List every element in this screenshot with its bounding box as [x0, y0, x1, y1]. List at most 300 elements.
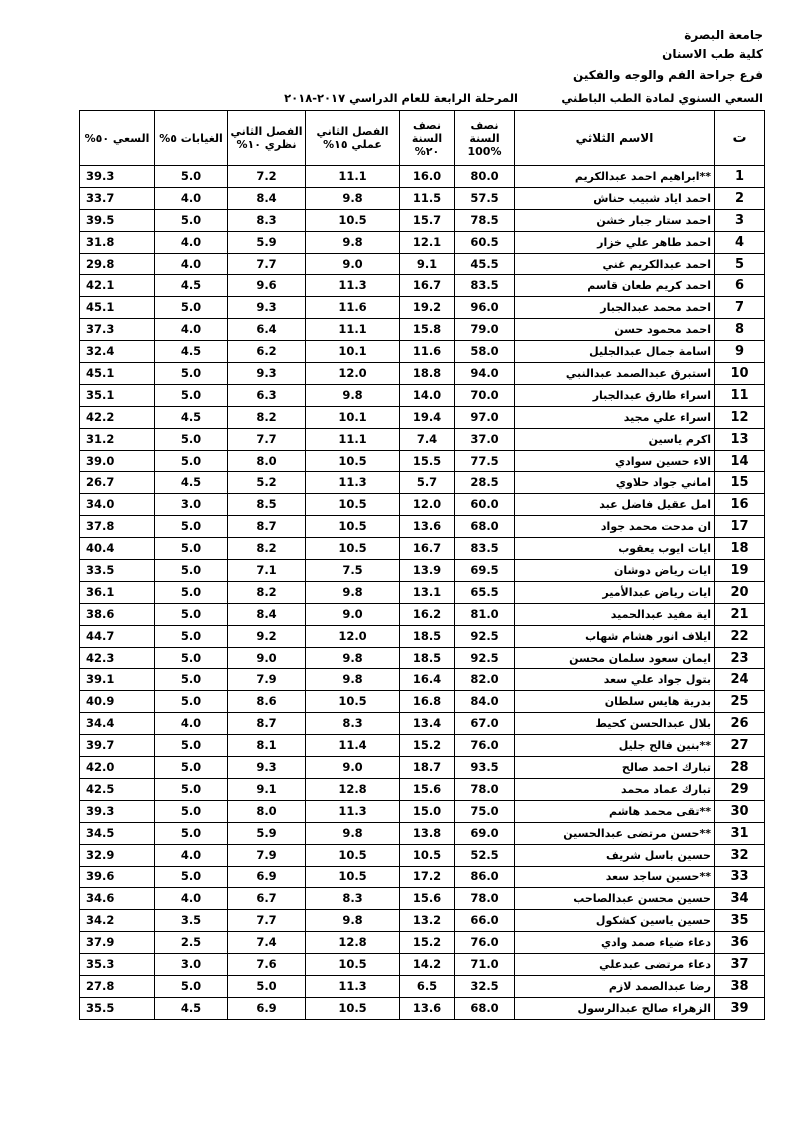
cell-absence: 4.0 — [155, 319, 228, 341]
cell-absence: 2.5 — [155, 932, 228, 954]
cell-practical: 9.0 — [306, 757, 400, 779]
cell-theory: 8.2 — [228, 406, 306, 428]
cell-mid-20: 9.1 — [400, 253, 455, 275]
table-row — [80, 800, 765, 822]
cell-theory: 8.5 — [228, 494, 306, 516]
cell-theory: 5.0 — [228, 975, 306, 997]
cell-absence: 5.0 — [155, 603, 228, 625]
col-header-practical: الفصل الثاني عملي ١٥% — [306, 111, 400, 166]
cell-mid-100: 84.0 — [455, 691, 515, 713]
table-row — [80, 516, 765, 538]
table-row — [80, 735, 765, 757]
cell-absence: 4.5 — [155, 275, 228, 297]
cell-theory: 8.0 — [228, 800, 306, 822]
cell-practical: 12.0 — [306, 625, 400, 647]
cell-total: 31.8 — [80, 231, 155, 253]
cell-name: رضا عبدالصمد لازم — [515, 975, 715, 997]
cell-total: 42.3 — [80, 647, 155, 669]
cell-total: 33.5 — [80, 560, 155, 582]
cell-mid-20: 18.5 — [400, 625, 455, 647]
cell-practical: 9.8 — [306, 669, 400, 691]
table-row — [80, 494, 765, 516]
cell-practical: 7.5 — [306, 560, 400, 582]
cell-name: احمد كريم طعان قاسم — [515, 275, 715, 297]
cell-index: 12 — [715, 406, 765, 428]
cell-name: امل عقيل فاضل عبد — [515, 494, 715, 516]
table-row — [80, 297, 765, 319]
cell-index: 4 — [715, 231, 765, 253]
cell-theory: 7.7 — [228, 910, 306, 932]
cell-practical: 9.8 — [306, 231, 400, 253]
cell-name: اكرم ياسين — [515, 428, 715, 450]
cell-theory: 9.6 — [228, 275, 306, 297]
table-row — [80, 866, 765, 888]
cell-absence: 5.0 — [155, 647, 228, 669]
table-row — [80, 954, 765, 976]
cell-practical: 11.1 — [306, 428, 400, 450]
table-row — [80, 187, 765, 209]
cell-absence: 5.0 — [155, 625, 228, 647]
cell-mid-20: 13.4 — [400, 713, 455, 735]
cell-theory: 8.4 — [228, 187, 306, 209]
cell-index: 28 — [715, 757, 765, 779]
cell-absence: 4.5 — [155, 472, 228, 494]
cell-absence: 5.0 — [155, 363, 228, 385]
cell-absence: 5.0 — [155, 669, 228, 691]
cell-name: اسراء علي مجيد — [515, 406, 715, 428]
cell-absence: 3.5 — [155, 910, 228, 932]
cell-mid-20: 16.4 — [400, 669, 455, 691]
cell-index: 34 — [715, 888, 765, 910]
cell-total: 35.5 — [80, 997, 155, 1019]
cell-mid-20: 15.6 — [400, 888, 455, 910]
cell-practical: 12.8 — [306, 778, 400, 800]
cell-mid-100: 82.0 — [455, 669, 515, 691]
table-row — [80, 275, 765, 297]
cell-theory: 9.2 — [228, 625, 306, 647]
cell-name: **بنين فالح جليل — [515, 735, 715, 757]
cell-theory: 6.9 — [228, 866, 306, 888]
table-row — [80, 341, 765, 363]
cell-mid-100: 32.5 — [455, 975, 515, 997]
table-row — [80, 932, 765, 954]
cell-index: 30 — [715, 800, 765, 822]
cell-mid-20: 15.8 — [400, 319, 455, 341]
cell-mid-20: 5.7 — [400, 472, 455, 494]
cell-total: 32.9 — [80, 844, 155, 866]
cell-practical: 12.8 — [306, 932, 400, 954]
cell-practical: 11.3 — [306, 472, 400, 494]
cell-mid-20: 16.7 — [400, 275, 455, 297]
table-row — [80, 757, 765, 779]
cell-absence: 5.0 — [155, 778, 228, 800]
cell-name: احمد ستار جبار خشن — [515, 209, 715, 231]
col-header-mid-20: نصف السنة ٢٠% — [400, 111, 455, 166]
cell-index: 39 — [715, 997, 765, 1019]
cell-index: 14 — [715, 450, 765, 472]
table-row — [80, 691, 765, 713]
cell-theory: 7.2 — [228, 166, 306, 188]
cell-practical: 9.8 — [306, 187, 400, 209]
cell-mid-100: 75.0 — [455, 800, 515, 822]
cell-mid-100: 76.0 — [455, 932, 515, 954]
cell-index: 38 — [715, 975, 765, 997]
table-row — [80, 450, 765, 472]
cell-name: استبرق عبدالصمد عبدالنبي — [515, 363, 715, 385]
cell-index: 29 — [715, 778, 765, 800]
cell-total: 33.7 — [80, 187, 155, 209]
cell-theory: 6.3 — [228, 384, 306, 406]
cell-absence: 4.5 — [155, 997, 228, 1019]
cell-absence: 3.0 — [155, 494, 228, 516]
cell-absence: 5.0 — [155, 384, 228, 406]
cell-theory: 6.2 — [228, 341, 306, 363]
cell-absence: 5.0 — [155, 581, 228, 603]
grades-table — [79, 110, 765, 1020]
cell-index: 5 — [715, 253, 765, 275]
cell-name: الاء حسين سوادي — [515, 450, 715, 472]
cell-name: ايلاف انور هشام شهاب — [515, 625, 715, 647]
cell-absence: 5.0 — [155, 822, 228, 844]
cell-index: 22 — [715, 625, 765, 647]
cell-mid-20: 11.6 — [400, 341, 455, 363]
cell-total: 34.2 — [80, 910, 155, 932]
table-row — [80, 319, 765, 341]
cell-mid-100: 77.5 — [455, 450, 515, 472]
cell-theory: 5.2 — [228, 472, 306, 494]
cell-mid-20: 16.0 — [400, 166, 455, 188]
cell-practical: 9.8 — [306, 910, 400, 932]
cell-index: 15 — [715, 472, 765, 494]
table-row — [80, 166, 765, 188]
cell-absence: 4.0 — [155, 713, 228, 735]
cell-index: 19 — [715, 560, 765, 582]
col-header-mid-100: نصف السنة 100% — [455, 111, 515, 166]
table-row — [80, 363, 765, 385]
cell-absence: 5.0 — [155, 800, 228, 822]
cell-mid-20: 12.1 — [400, 231, 455, 253]
academic-year: المرحلة الرابعة للعام الدراسي ٢٠١٧-٢٠١٨ — [284, 91, 518, 105]
cell-absence: 5.0 — [155, 209, 228, 231]
cell-absence: 4.0 — [155, 888, 228, 910]
cell-mid-100: 97.0 — [455, 406, 515, 428]
cell-theory: 8.2 — [228, 538, 306, 560]
cell-total: 39.1 — [80, 669, 155, 691]
cell-theory: 5.9 — [228, 231, 306, 253]
cell-mid-100: 78.5 — [455, 209, 515, 231]
cell-total: 40.4 — [80, 538, 155, 560]
cell-absence: 4.0 — [155, 253, 228, 275]
cell-index: 32 — [715, 844, 765, 866]
cell-mid-100: 68.0 — [455, 997, 515, 1019]
cell-mid-20: 15.2 — [400, 735, 455, 757]
cell-index: 6 — [715, 275, 765, 297]
cell-theory: 8.7 — [228, 713, 306, 735]
cell-total: 34.0 — [80, 494, 155, 516]
cell-total: 39.3 — [80, 800, 155, 822]
cell-index: 8 — [715, 319, 765, 341]
cell-mid-100: 28.5 — [455, 472, 515, 494]
cell-practical: 9.8 — [306, 581, 400, 603]
cell-mid-20: 14.0 — [400, 384, 455, 406]
cell-name: احمد طاهر علي خزار — [515, 231, 715, 253]
cell-index: 2 — [715, 187, 765, 209]
cell-absence: 5.0 — [155, 297, 228, 319]
cell-index: 24 — [715, 669, 765, 691]
cell-mid-20: 18.7 — [400, 757, 455, 779]
cell-name: تبارك عماد محمد — [515, 778, 715, 800]
cell-mid-100: 93.5 — [455, 757, 515, 779]
cell-total: 36.1 — [80, 581, 155, 603]
cell-mid-20: 15.5 — [400, 450, 455, 472]
cell-practical: 10.5 — [306, 494, 400, 516]
cell-name: **ابراهيم احمد عبدالكريم — [515, 166, 715, 188]
cell-practical: 10.5 — [306, 866, 400, 888]
cell-index: 36 — [715, 932, 765, 954]
cell-practical: 11.3 — [306, 275, 400, 297]
cell-practical: 10.5 — [306, 538, 400, 560]
cell-mid-100: 76.0 — [455, 735, 515, 757]
cell-theory: 8.0 — [228, 450, 306, 472]
cell-absence: 5.0 — [155, 866, 228, 888]
cell-mid-20: 16.8 — [400, 691, 455, 713]
cell-index: 20 — [715, 581, 765, 603]
cell-total: 37.3 — [80, 319, 155, 341]
cell-theory: 7.4 — [228, 932, 306, 954]
cell-practical: 10.5 — [306, 954, 400, 976]
cell-total: 40.9 — [80, 691, 155, 713]
cell-mid-20: 19.2 — [400, 297, 455, 319]
cell-theory: 7.7 — [228, 253, 306, 275]
cell-theory: 6.4 — [228, 319, 306, 341]
cell-theory: 6.7 — [228, 888, 306, 910]
cell-theory: 5.9 — [228, 822, 306, 844]
table-row — [80, 888, 765, 910]
cell-total: 42.5 — [80, 778, 155, 800]
cell-index: 7 — [715, 297, 765, 319]
cell-mid-100: 79.0 — [455, 319, 515, 341]
cell-name: بلال عبدالحسن كحيط — [515, 713, 715, 735]
cell-total: 39.3 — [80, 166, 155, 188]
cell-mid-20: 15.0 — [400, 800, 455, 822]
cell-total: 26.7 — [80, 472, 155, 494]
cell-theory: 7.9 — [228, 669, 306, 691]
cell-theory: 9.3 — [228, 757, 306, 779]
cell-total: 42.1 — [80, 275, 155, 297]
table-row — [80, 844, 765, 866]
cell-total: 44.7 — [80, 625, 155, 647]
cell-practical: 11.1 — [306, 319, 400, 341]
cell-practical: 11.1 — [306, 166, 400, 188]
cell-mid-20: 16.2 — [400, 603, 455, 625]
cell-name: ايات رياض عبدالأمير — [515, 581, 715, 603]
cell-absence: 5.0 — [155, 428, 228, 450]
cell-mid-20: 13.1 — [400, 581, 455, 603]
cell-absence: 4.5 — [155, 406, 228, 428]
table-row — [80, 384, 765, 406]
cell-index: 10 — [715, 363, 765, 385]
cell-name: ايات ايوب يعقوب — [515, 538, 715, 560]
cell-mid-100: 83.5 — [455, 275, 515, 297]
cell-name: الزهراء صالح عبدالرسول — [515, 997, 715, 1019]
cell-mid-100: 81.0 — [455, 603, 515, 625]
cell-absence: 5.0 — [155, 516, 228, 538]
cell-mid-20: 7.4 — [400, 428, 455, 450]
cell-practical: 11.4 — [306, 735, 400, 757]
cell-mid-100: 69.5 — [455, 560, 515, 582]
cell-total: 27.8 — [80, 975, 155, 997]
cell-name: بتول جواد علي سعد — [515, 669, 715, 691]
cell-name: حسين ياسين كشكول — [515, 910, 715, 932]
table-row — [80, 472, 765, 494]
cell-index: 37 — [715, 954, 765, 976]
cell-theory: 8.7 — [228, 516, 306, 538]
cell-mid-100: 52.5 — [455, 844, 515, 866]
cell-theory: 7.7 — [228, 428, 306, 450]
cell-absence: 5.0 — [155, 166, 228, 188]
cell-mid-20: 18.8 — [400, 363, 455, 385]
cell-total: 39.7 — [80, 735, 155, 757]
col-header-theory: الفصل الثاني نظري ١٠% — [228, 111, 306, 166]
cell-mid-100: 78.0 — [455, 888, 515, 910]
cell-theory: 9.0 — [228, 647, 306, 669]
cell-mid-100: 67.0 — [455, 713, 515, 735]
department-name: فرع جراحة الفم والوجه والفكين — [573, 68, 763, 82]
col-header-index: ت — [715, 111, 765, 166]
cell-index: 18 — [715, 538, 765, 560]
cell-index: 9 — [715, 341, 765, 363]
cell-theory: 8.1 — [228, 735, 306, 757]
cell-total: 35.1 — [80, 384, 155, 406]
cell-theory: 7.6 — [228, 954, 306, 976]
col-header-name: الاسم الثلاثي — [515, 111, 715, 166]
cell-practical: 10.5 — [306, 450, 400, 472]
table-row — [80, 625, 765, 647]
cell-name: ان مدحت محمد جواد — [515, 516, 715, 538]
cell-total: 42.2 — [80, 406, 155, 428]
table-row — [80, 669, 765, 691]
cell-name: دعاء مرتضى عبدعلي — [515, 954, 715, 976]
cell-mid-100: 92.5 — [455, 647, 515, 669]
cell-mid-20: 14.2 — [400, 954, 455, 976]
cell-mid-100: 57.5 — [455, 187, 515, 209]
cell-name: احمد محمود حسن — [515, 319, 715, 341]
cell-practical: 11.3 — [306, 800, 400, 822]
cell-absence: 5.0 — [155, 691, 228, 713]
cell-mid-100: 60.5 — [455, 231, 515, 253]
cell-name: **تقى محمد هاشم — [515, 800, 715, 822]
cell-name: **حسين ساجد سعد — [515, 866, 715, 888]
cell-mid-20: 6.5 — [400, 975, 455, 997]
cell-mid-20: 10.5 — [400, 844, 455, 866]
cell-mid-100: 70.0 — [455, 384, 515, 406]
cell-theory: 7.9 — [228, 844, 306, 866]
cell-mid-20: 11.5 — [400, 187, 455, 209]
cell-mid-20: 13.2 — [400, 910, 455, 932]
cell-practical: 9.0 — [306, 603, 400, 625]
cell-mid-20: 15.6 — [400, 778, 455, 800]
cell-absence: 3.0 — [155, 954, 228, 976]
cell-total: 31.2 — [80, 428, 155, 450]
cell-mid-20: 19.4 — [400, 406, 455, 428]
cell-name: ايمان سعود سلمان محسن — [515, 647, 715, 669]
col-header-total: السعي ٥٠% — [80, 111, 155, 166]
table-row — [80, 647, 765, 669]
cell-absence: 5.0 — [155, 538, 228, 560]
cell-mid-20: 13.6 — [400, 997, 455, 1019]
cell-mid-100: 37.0 — [455, 428, 515, 450]
cell-practical: 12.0 — [306, 363, 400, 385]
table-row — [80, 428, 765, 450]
cell-name: اسراء طارق عبدالجبار — [515, 384, 715, 406]
cell-theory: 6.9 — [228, 997, 306, 1019]
cell-total: 34.5 — [80, 822, 155, 844]
cell-name: تبارك احمد صالح — [515, 757, 715, 779]
cell-index: 17 — [715, 516, 765, 538]
cell-practical: 10.5 — [306, 997, 400, 1019]
cell-practical: 11.3 — [306, 975, 400, 997]
cell-practical: 10.5 — [306, 209, 400, 231]
cell-practical: 10.5 — [306, 844, 400, 866]
cell-index: 31 — [715, 822, 765, 844]
cell-name: ايات رياض دوشان — [515, 560, 715, 582]
cell-mid-100: 83.5 — [455, 538, 515, 560]
college-name: كلية طب الاسنان — [662, 47, 763, 61]
cell-mid-20: 16.7 — [400, 538, 455, 560]
cell-index: 1 — [715, 166, 765, 188]
cell-practical: 9.8 — [306, 822, 400, 844]
cell-mid-20: 13.8 — [400, 822, 455, 844]
cell-theory: 8.6 — [228, 691, 306, 713]
cell-total: 34.4 — [80, 713, 155, 735]
cell-total: 39.0 — [80, 450, 155, 472]
cell-total: 39.5 — [80, 209, 155, 231]
cell-mid-20: 15.7 — [400, 209, 455, 231]
cell-total: 37.8 — [80, 516, 155, 538]
cell-theory: 7.1 — [228, 560, 306, 582]
col-header-absence: الغيابات ٥% — [155, 111, 228, 166]
cell-index: 11 — [715, 384, 765, 406]
cell-absence: 5.0 — [155, 975, 228, 997]
cell-name: دعاء ضياء صمد وادي — [515, 932, 715, 954]
cell-theory: 8.4 — [228, 603, 306, 625]
table-row — [80, 910, 765, 932]
table-row — [80, 778, 765, 800]
cell-index: 27 — [715, 735, 765, 757]
cell-mid-100: 58.0 — [455, 341, 515, 363]
cell-mid-20: 13.6 — [400, 516, 455, 538]
cell-name: اية مفيد عبدالحميد — [515, 603, 715, 625]
cell-index: 13 — [715, 428, 765, 450]
cell-name: اماني جواد حلاوي — [515, 472, 715, 494]
cell-total: 37.9 — [80, 932, 155, 954]
cell-mid-100: 96.0 — [455, 297, 515, 319]
cell-total: 34.6 — [80, 888, 155, 910]
cell-absence: 4.0 — [155, 187, 228, 209]
cell-mid-100: 60.0 — [455, 494, 515, 516]
cell-total: 29.8 — [80, 253, 155, 275]
cell-theory: 8.3 — [228, 209, 306, 231]
cell-mid-20: 17.2 — [400, 866, 455, 888]
table-header-row — [80, 111, 765, 166]
cell-absence: 5.0 — [155, 560, 228, 582]
cell-practical: 10.1 — [306, 406, 400, 428]
cell-index: 23 — [715, 647, 765, 669]
cell-name: احمد عبدالكريم غني — [515, 253, 715, 275]
cell-mid-100: 92.5 — [455, 625, 515, 647]
cell-theory: 9.3 — [228, 363, 306, 385]
cell-practical: 10.1 — [306, 341, 400, 363]
